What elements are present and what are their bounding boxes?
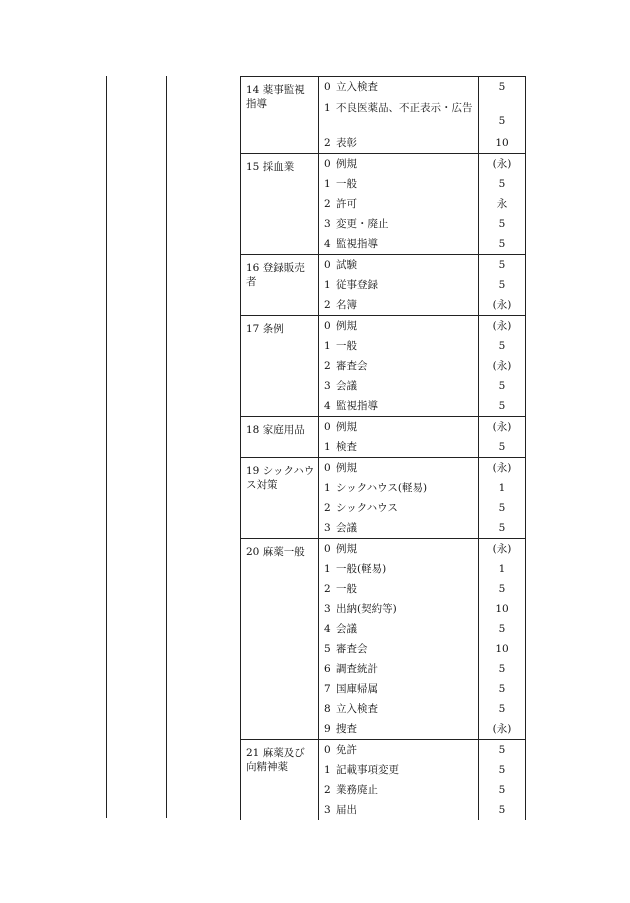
item-name: 名簿 <box>336 299 357 311</box>
item-name: 調査統計 <box>336 663 378 675</box>
retention-period: 5 <box>479 679 526 699</box>
item-name: 検査 <box>336 441 357 453</box>
item-name: 審査会 <box>336 360 368 372</box>
category-cell <box>241 77 319 154</box>
category-cell <box>241 458 319 539</box>
item-name: 変更・廃止 <box>336 218 389 230</box>
retention-period: 5 <box>479 437 526 458</box>
category-label: 21 麻薬及び向精神薬 <box>246 747 305 773</box>
item-cell <box>319 437 479 458</box>
item-name: 許可 <box>336 198 357 210</box>
item-code: 6 <box>324 663 331 675</box>
item-code: 2 <box>324 137 331 149</box>
item-name: 一般 <box>336 340 357 352</box>
item-cell <box>319 800 479 820</box>
item-cell <box>319 316 479 337</box>
table-row <box>241 417 526 438</box>
item-code: 4 <box>324 400 331 412</box>
middle-column-rule <box>166 76 167 818</box>
item-cell <box>319 234 479 255</box>
item-code: 0 <box>324 158 331 170</box>
category-label: 16 登録販売者 <box>246 262 305 288</box>
category-cell <box>241 316 319 417</box>
retention-schedule-table <box>240 76 526 820</box>
item-code: 0 <box>324 421 331 433</box>
item-code: 9 <box>324 723 331 735</box>
item-cell <box>319 679 479 699</box>
item-code: 4 <box>324 238 331 250</box>
item-name: 不良医薬品、不正表示・広告 <box>336 102 473 114</box>
item-name: 会議 <box>336 623 357 635</box>
item-cell <box>319 336 479 356</box>
retention-period: 1 <box>479 559 526 579</box>
item-name: 会議 <box>336 522 357 534</box>
item-name: 免許 <box>336 744 357 756</box>
retention-period: 1 <box>479 478 526 498</box>
table-row <box>241 316 526 337</box>
item-code: 3 <box>324 603 331 615</box>
item-name: 国庫帰属 <box>336 683 378 695</box>
retention-period: 5 <box>479 255 526 276</box>
item-name: 例規 <box>336 421 357 433</box>
retention-period: 5 <box>479 579 526 599</box>
item-cell <box>319 559 479 579</box>
item-cell <box>319 417 479 438</box>
item-cell <box>319 780 479 800</box>
retention-period: 10 <box>479 599 526 619</box>
item-code: 1 <box>324 178 331 190</box>
item-name: 監視指導 <box>336 238 378 250</box>
category-cell <box>241 255 319 316</box>
category-cell <box>241 417 319 458</box>
item-code: 0 <box>324 543 331 555</box>
retention-period: 5 <box>479 396 526 417</box>
table-row <box>241 458 526 479</box>
item-code: 2 <box>324 784 331 796</box>
item-name: 立入検査 <box>336 703 378 715</box>
item-code: 1 <box>324 102 331 114</box>
category-cell <box>241 154 319 255</box>
item-cell <box>319 579 479 599</box>
item-name: 捜査 <box>336 723 357 735</box>
retention-schedule-body <box>241 77 526 821</box>
table-row <box>241 740 526 761</box>
item-name: 記載事項変更 <box>336 764 399 776</box>
category-label: 14 薬事監視指導 <box>246 84 305 110</box>
item-cell <box>319 396 479 417</box>
retention-period: (永) <box>479 295 526 316</box>
table-row <box>241 77 526 98</box>
item-code: 5 <box>324 643 331 655</box>
item-name: 例規 <box>336 158 357 170</box>
item-code: 2 <box>324 198 331 210</box>
table-row <box>241 539 526 560</box>
item-name: 業務廃止 <box>336 784 378 796</box>
category-label: 18 家庭用品 <box>246 424 305 436</box>
item-name: 届出 <box>336 804 357 816</box>
item-name: 例規 <box>336 320 357 332</box>
item-code: 1 <box>324 441 331 453</box>
item-cell <box>319 518 479 539</box>
item-cell <box>319 740 479 761</box>
item-name: 審査会 <box>336 643 368 655</box>
item-code: 2 <box>324 583 331 595</box>
retention-period: 5 <box>479 214 526 234</box>
item-name: 一般(軽易) <box>336 563 387 575</box>
retention-period: (永) <box>479 417 526 438</box>
retention-period: 5 <box>479 699 526 719</box>
item-code: 4 <box>324 623 331 635</box>
item-name: 出納(契約等) <box>336 603 397 615</box>
category-label: 15 採血業 <box>246 161 295 173</box>
retention-period: 5 <box>479 740 526 761</box>
item-code: 0 <box>324 320 331 332</box>
retention-period: 5 <box>479 780 526 800</box>
item-code: 3 <box>324 804 331 816</box>
category-cell <box>241 539 319 740</box>
item-cell <box>319 699 479 719</box>
retention-period: 5 <box>479 275 526 295</box>
item-code: 2 <box>324 502 331 514</box>
item-name: 一般 <box>336 583 357 595</box>
retention-period: 5 <box>479 234 526 255</box>
item-cell <box>319 174 479 194</box>
item-name: 例規 <box>336 462 357 474</box>
retention-period: 10 <box>479 133 526 154</box>
retention-period: 5 <box>479 760 526 780</box>
retention-period: 5 <box>479 336 526 356</box>
item-name: 従事登録 <box>336 279 378 291</box>
category-label: 20 麻薬一般 <box>246 546 305 558</box>
outer-column-rule <box>106 76 107 818</box>
item-cell <box>319 154 479 175</box>
item-name: 試験 <box>336 259 357 271</box>
retention-period: 5 <box>479 619 526 639</box>
item-name: 会議 <box>336 380 357 392</box>
retention-period: 5 <box>479 518 526 539</box>
item-code: 2 <box>324 360 331 372</box>
item-cell <box>319 619 479 639</box>
retention-period: (永) <box>479 356 526 376</box>
retention-period: 5 <box>479 376 526 396</box>
category-label: 19 シックハウス対策 <box>246 465 315 491</box>
item-code: 2 <box>324 299 331 311</box>
item-code: 1 <box>324 482 331 494</box>
item-code: 0 <box>324 462 331 474</box>
item-code: 1 <box>324 563 331 575</box>
item-code: 0 <box>324 744 331 756</box>
item-name: 例規 <box>336 543 357 555</box>
item-code: 8 <box>324 703 331 715</box>
item-name: シックハウス <box>336 502 398 514</box>
retention-period: 5 <box>479 800 526 820</box>
item-cell <box>319 77 479 98</box>
retention-period: 永 <box>479 194 526 214</box>
item-cell <box>319 194 479 214</box>
item-code: 0 <box>324 259 331 271</box>
retention-period: (永) <box>479 539 526 560</box>
item-cell <box>319 599 479 619</box>
item-cell <box>319 478 479 498</box>
item-cell <box>319 255 479 276</box>
category-cell <box>241 740 319 821</box>
item-cell <box>319 458 479 479</box>
retention-period: 5 <box>479 174 526 194</box>
item-cell <box>319 639 479 659</box>
item-cell <box>319 214 479 234</box>
item-name: 一般 <box>336 178 357 190</box>
item-name: シックハウス(軽易) <box>336 482 428 494</box>
category-label: 17 条例 <box>246 323 284 335</box>
retention-period: (永) <box>479 154 526 175</box>
retention-period: (永) <box>479 719 526 740</box>
retention-period: 5 <box>479 77 526 98</box>
item-cell <box>319 376 479 396</box>
item-cell <box>319 498 479 518</box>
table-row <box>241 255 526 276</box>
item-cell <box>319 356 479 376</box>
retention-period: 10 <box>479 639 526 659</box>
item-code: 1 <box>324 340 331 352</box>
item-code: 0 <box>324 81 331 93</box>
retention-period: (永) <box>479 458 526 479</box>
item-cell <box>319 760 479 780</box>
item-code: 1 <box>324 279 331 291</box>
retention-period: 5 <box>479 659 526 679</box>
retention-period: 5 <box>479 498 526 518</box>
item-code: 3 <box>324 380 331 392</box>
item-code: 1 <box>324 764 331 776</box>
item-code: 3 <box>324 522 331 534</box>
item-code: 3 <box>324 218 331 230</box>
item-name: 表彰 <box>336 137 357 149</box>
item-cell <box>319 659 479 679</box>
table-row <box>241 154 526 175</box>
retention-period: 5 <box>479 97 526 133</box>
item-name: 立入検査 <box>336 81 378 93</box>
retention-period: (永) <box>479 316 526 337</box>
item-cell <box>319 133 479 154</box>
item-cell <box>319 97 479 133</box>
item-name: 監視指導 <box>336 400 378 412</box>
item-cell <box>319 275 479 295</box>
item-code: 7 <box>324 683 331 695</box>
item-cell <box>319 295 479 316</box>
item-cell <box>319 719 479 740</box>
item-cell <box>319 539 479 560</box>
